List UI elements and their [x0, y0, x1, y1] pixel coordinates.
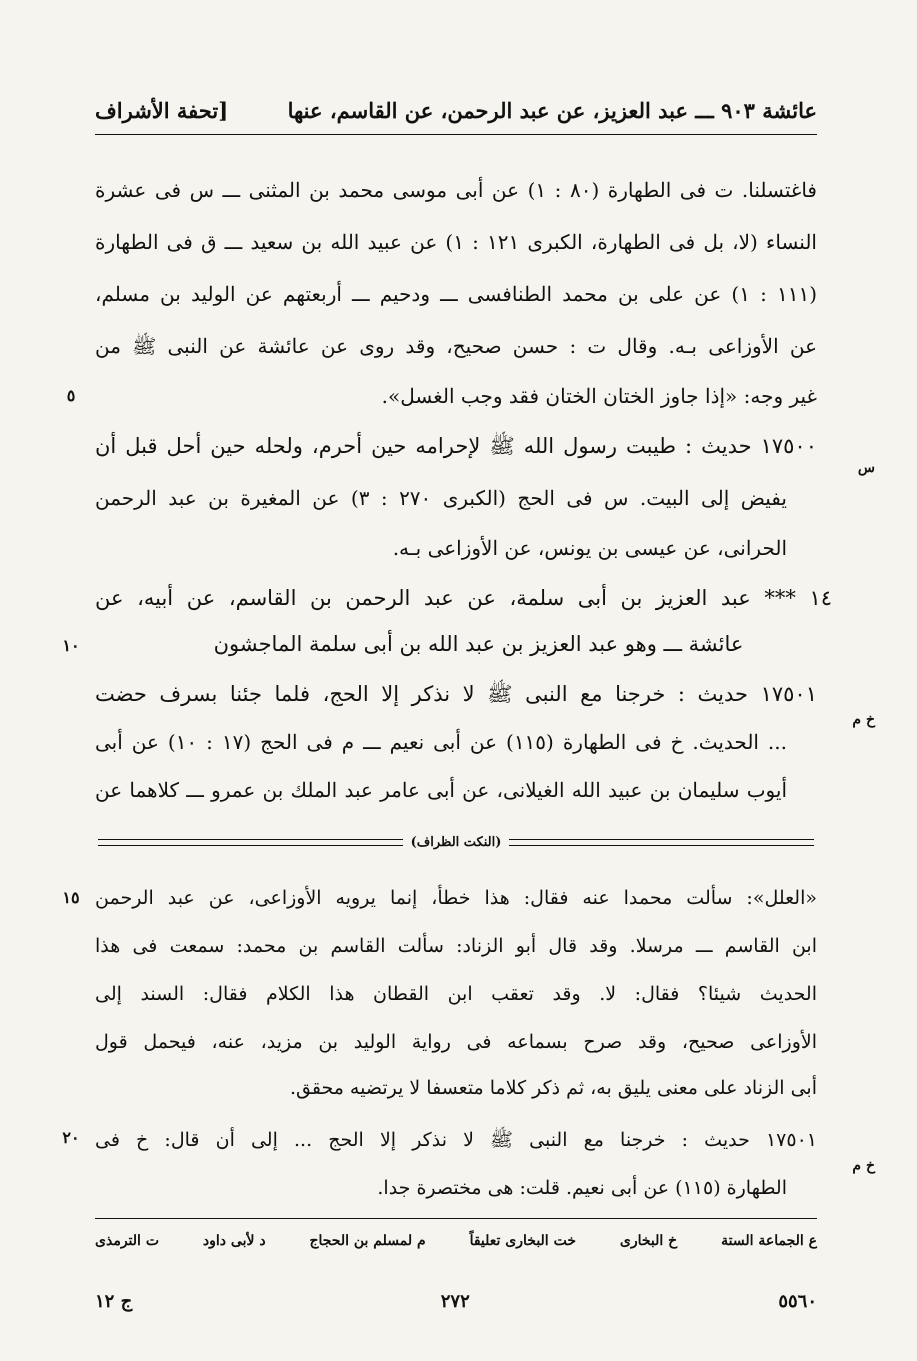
line-number-20: ٢٠ [62, 1128, 80, 1147]
hadith-17500-line: ١٧٥٠٠ حديث : طيبت رسول الله ﷺ لإحرامه حين أحرم، ولحله حين أحل قبل أن [95, 434, 817, 458]
abbr-item: خ البخارى [619, 1233, 678, 1249]
page-footer [95, 1286, 817, 1316]
note-line: أبى الزناد على معنى يليق به، ثم ذكر كلاما متعسفا لا يرتضيه محقق. [289, 1077, 817, 1099]
volume-number: ج ١٢ [95, 1290, 133, 1312]
main-line: ... الحديث. خ فى الطهارة (١١٥) عن أبى نعيم ـــ م فى الحج (١٧ : ١٠) عن أبى [95, 730, 788, 754]
running-header [95, 92, 817, 128]
main-line: أيوب سليمان بن عبيد الله الغيلانى، عن أبى عامر عبد الملك بن عمرو ـــ كلاهما عن [95, 778, 788, 802]
chain-heading-line: عائشة ـــ وهو عبد العزيز بن عبد الله بن أبى سلمة الماجشون [213, 632, 744, 656]
header-rule [95, 134, 817, 135]
abbr-item: د لأبى داود [202, 1233, 266, 1249]
line-number-10: ١٠ [62, 636, 80, 655]
header-book-title: [تحفة الأشراف [95, 97, 229, 123]
main-line: النساء (لا، بل فى الطهارة، الكبرى ١٢١ : ١) عن عبيد الله بن سعيد ـــ ق فى الطهارة [95, 230, 817, 254]
note-line: «العلل»: سألت محمدا عنه فقال: هذا خطأ، إنما يرويه الأوزاعى، عن عبد الرحمن [95, 887, 817, 909]
main-line: غير وجه: «إذا جاوز الختان الختان فقد وجب الغسل». [381, 384, 817, 408]
notes-separator [98, 831, 814, 853]
chain-heading-line: ١٤ *** عبد العزيز بن أبى سلمة، عن عبد الرحمن بن القاسم، عن أبيه، عن [95, 586, 832, 610]
separator-label: (النكت الظراف) [410, 834, 502, 850]
abbreviations-rule [95, 1218, 817, 1219]
page-number: ٢٧٢ [440, 1290, 470, 1312]
main-line: فاغتسلنا. ت فى الطهارة (٨٠ : ١) عن أبى موسى محمد بن المثنى ـــ س فى عشرة [95, 178, 817, 202]
line-number-15: ١٥ [62, 888, 80, 907]
margin-symbol-s: س [857, 460, 875, 476]
header-chain-title: عائشة ٩٠٣ ـــ عبد العزيز، عن عبد الرحمن، عن القاسم، عنها [287, 97, 817, 123]
abbr-item: ت الترمذى [95, 1233, 159, 1249]
line-number-5: ٥ [66, 386, 76, 405]
note-line: الحديث شيئا؟ فقال: لا. وقد تعقب ابن القطان هذا الكلام فقال: السند إلى [95, 983, 817, 1005]
margin-symbol-kh-m: خ م [852, 712, 875, 728]
margin-symbol-kh-m: خ م [852, 1158, 875, 1174]
main-line: يفيض إلى البيت. س فى الحج (الكبرى ٢٧٠ : ٣) عن المغيرة بن عبد الرحمن [95, 486, 787, 510]
separator-rule [509, 839, 814, 846]
main-line: عن الأوزاعى بـه. وقال ت : حسن صحيح، وقد روى عن عائشة عن النبى ﷺ من [95, 334, 817, 358]
entry-number: ٥٥٦٠ [778, 1290, 817, 1312]
separator-rule [98, 839, 403, 846]
main-line: الحرانى، عن عيسى بن يونس، عن الأوزاعى بـه. [392, 536, 787, 560]
hadith-17501-line: ١٧٥٠١ حديث : خرجنا مع النبى ﷺ لا نذكر إلا الحج، فلما جئنا بسرف حضت [95, 682, 817, 706]
abbr-item: م لمسلم بن الحجاج [309, 1233, 426, 1249]
note-line: الأوزاعى صحيح، وقد صرح بسماعه فى رواية الوليد بن مزيد، عنه، فيحمل قول [95, 1031, 817, 1053]
abbreviations-key [95, 1226, 817, 1256]
note-line: الطهارة (١١٥) عن أبى نعيم. قلت: هى مختصرة جدا. [377, 1177, 787, 1199]
abbr-item: ع الجماعة الستة [721, 1233, 817, 1249]
note-line: ابن القاسم ـــ مرسلا. وقد قال أبو الزناد: سألت القاسم بن محمد: سمعت فى هذا [95, 935, 817, 957]
main-line: (١١١ : ١) عن على بن محمد الطنافسى ـــ ودحيم ـــ أربعتهم عن الوليد بن مسلم، [95, 282, 817, 306]
note-hadith-line: ١٧٥٠١ حديث : خرجنا مع النبى ﷺ لا نذكر إلا الحج ... إلى أن قال: خ فى [95, 1129, 817, 1151]
abbr-item: خت البخارى تعليقاً [469, 1233, 576, 1249]
